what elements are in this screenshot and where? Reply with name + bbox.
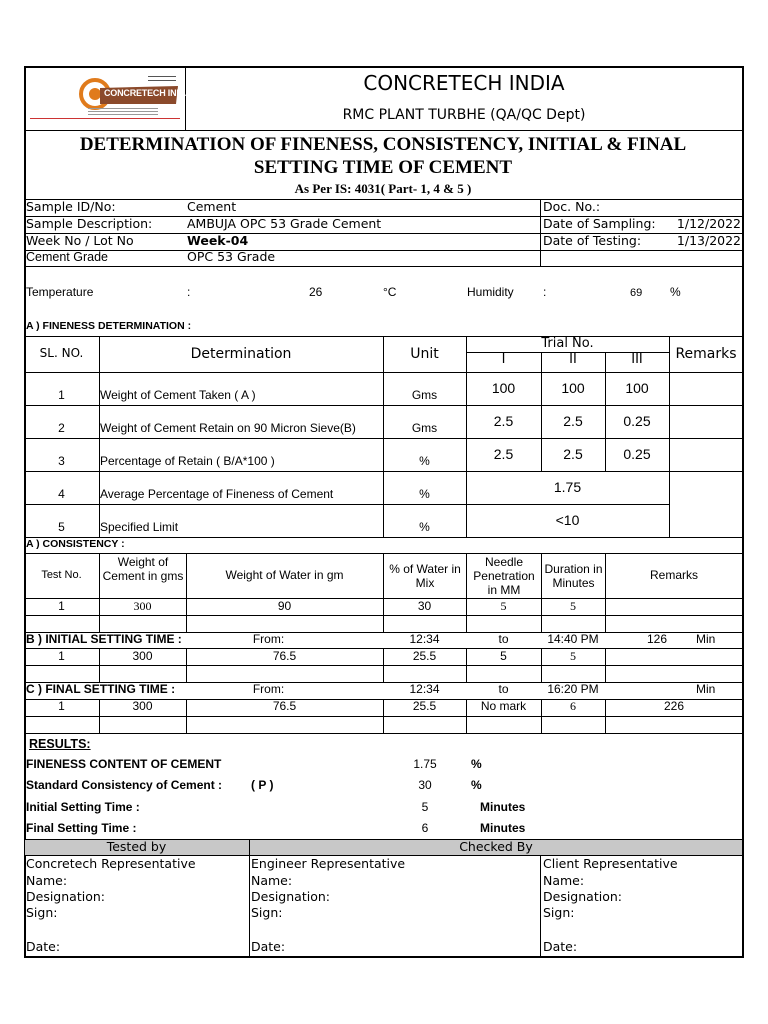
row-needle: 5 — [500, 649, 507, 663]
logo-text: CONCRETECH INDIA — [104, 88, 192, 98]
signoff-designation: Designation: — [251, 889, 330, 904]
week-value: Week-04 — [187, 233, 249, 248]
initial-setting-title: B ) INITIAL SETTING TIME : — [26, 632, 182, 646]
initial-min-label: Min — [696, 632, 716, 646]
signoff-date: Date: — [26, 939, 61, 954]
cement-grade-label: Cement Grade — [26, 250, 108, 264]
week-label: Week No / Lot No — [26, 233, 134, 248]
col-pct-water: % of Water in Mix — [389, 562, 461, 590]
row-test-no: 1 — [58, 699, 65, 713]
row-water: 90 — [277, 599, 292, 613]
col-remarks: Remarks — [675, 346, 737, 362]
signoff-name: Name: — [251, 873, 293, 888]
standard-reference: As Per IS: 4031( Part- 1, 4 & 5 ) — [294, 181, 472, 196]
row-water: 76.5 — [272, 699, 297, 713]
row-sl: 5 — [58, 520, 65, 534]
col-needle: Needle Penetration in MM — [473, 555, 535, 597]
row-determination: Weight of Cement Retain on 90 Micron Sieve(B) — [100, 421, 356, 435]
initial-from-value: 12:34 — [409, 632, 440, 646]
consistency-section-title: A ) CONSISTENCY : — [26, 538, 125, 550]
date-testing-value: 1/13/2022 — [676, 233, 741, 248]
row-test-no: 1 — [58, 599, 65, 613]
consistency-result-unit: % — [471, 778, 482, 792]
humidity-colon: : — [543, 285, 547, 299]
row-unit: % — [419, 487, 430, 501]
col-unit: Unit — [410, 346, 439, 362]
temperature-value: 26 — [309, 285, 323, 299]
sample-description-value: AMBUJA OPC 53 Grade Cement — [187, 216, 382, 231]
final-to-value: 16:20 PM — [547, 682, 599, 696]
row-cement: 300 — [133, 599, 152, 613]
row-unit: % — [419, 454, 430, 468]
row-needle: 5 — [500, 599, 507, 613]
row-water: 76.5 — [272, 649, 297, 663]
initial-to-value: 14:40 PM — [547, 632, 599, 646]
sample-id-label: Sample ID/No: — [26, 199, 116, 214]
row-pct-water: 25.5 — [412, 649, 437, 663]
consistency-result-label: Standard Consistency of Cement : — [26, 778, 223, 792]
page-title-line2: SETTING TIME OF CEMENT — [253, 157, 513, 178]
final-to-label: to — [498, 682, 509, 696]
signoff-sign: Sign: — [26, 905, 58, 920]
row-trial-2: 2.5 — [563, 413, 583, 429]
temperature-unit: °C — [383, 285, 397, 299]
row-trial-1: 2.5 — [493, 413, 514, 429]
results-title: RESULTS: — [29, 737, 91, 751]
doc-no-label: Doc. No.: — [543, 199, 601, 214]
signoff-designation: Designation: — [543, 889, 622, 904]
humidity-label: Humidity — [467, 285, 514, 299]
col-remarks: Remarks — [649, 568, 698, 582]
company-logo — [28, 72, 192, 126]
row-test-no: 1 — [58, 649, 65, 663]
row-trial-3: 100 — [625, 380, 649, 396]
signoff-name: Name: — [26, 873, 68, 888]
row-duration: 5 — [570, 599, 576, 613]
row-specified-limit: <10 — [555, 512, 580, 528]
signoff-name: Name: — [543, 873, 585, 888]
initial-minutes: 126 — [647, 632, 668, 646]
date-testing-label: Date of Testing: — [543, 233, 642, 248]
col-test-no: Test No. — [41, 569, 82, 581]
row-trial-3: 0.25 — [623, 446, 651, 462]
row-remarks: 226 — [663, 699, 685, 713]
row-needle: No mark — [480, 699, 527, 713]
row-sl: 1 — [58, 388, 65, 402]
final-result-unit: Minutes — [480, 821, 526, 835]
fineness-result-label: FINENESS CONTENT OF CEMENT — [26, 757, 222, 771]
row-duration: 5 — [570, 649, 576, 663]
initial-from-label: From: — [252, 632, 285, 646]
col-trial-2: II — [569, 352, 577, 367]
row-trial-2: 2.5 — [563, 446, 583, 462]
row-average-value: 1.75 — [553, 479, 582, 495]
row-determination: Average Percentage of Fineness of Cement — [100, 487, 334, 501]
final-result-value: 6 — [421, 821, 429, 835]
row-trial-1: 2.5 — [493, 446, 514, 462]
final-from-value: 12:34 — [409, 682, 440, 696]
fineness-section-title: A ) FINENESS DETERMINATION : — [26, 320, 192, 332]
signoff-sign: Sign: — [251, 905, 283, 920]
col-trial-1: I — [501, 352, 506, 367]
fineness-result-value: 1.75 — [413, 757, 437, 771]
signoff-designation: Designation: — [26, 889, 105, 904]
row-determination: Percentage of Retain ( B/A*100 ) — [100, 454, 275, 468]
page-title: DETERMINATION OF FINENESS, CONSISTENCY, INITIAL & FINAL — [79, 134, 687, 155]
row-sl: 3 — [58, 454, 65, 468]
department: RMC PLANT TURBHE (QA/QC Dept) — [342, 107, 586, 123]
checked-by-label: Checked By — [459, 839, 533, 854]
initial-result-value: 5 — [421, 800, 429, 814]
final-setting-title: C ) FINAL SETTING TIME : — [26, 682, 176, 696]
row-pct-water: 25.5 — [412, 699, 437, 713]
col-trial-no: Trial No. — [541, 336, 594, 351]
row-trial-2: 100 — [561, 380, 585, 396]
col-weight-cement: Weight of Cement in gms — [102, 555, 184, 583]
row-determination: Specified Limit — [100, 520, 179, 534]
initial-to-label: to — [498, 632, 509, 646]
humidity-unit: % — [670, 285, 681, 299]
date-sampling-value: 1/12/2022 — [676, 216, 741, 231]
row-pct-water: 30 — [417, 599, 432, 613]
cement-grade-value: OPC 53 Grade — [187, 249, 276, 264]
row-sl: 2 — [58, 421, 65, 435]
final-min-label: Min — [696, 682, 716, 696]
signoff-sign: Sign: — [543, 905, 575, 920]
row-unit: % — [419, 520, 430, 534]
col-determination: Determination — [190, 346, 292, 362]
sample-id-value: Cement — [187, 199, 237, 214]
temperature-colon: : — [187, 285, 191, 299]
col-trial-3: III — [631, 352, 643, 367]
col-weight-water: Weight of Water in gm — [225, 568, 344, 582]
signoff-title: Client Representative — [543, 856, 678, 871]
signoff-title: Engineer Representative — [251, 856, 406, 871]
row-sl: 4 — [58, 487, 65, 501]
fineness-result-unit: % — [471, 757, 482, 771]
signoff-date: Date: — [251, 939, 286, 954]
row-duration: 6 — [570, 699, 576, 713]
col-duration: Duration in Minutes — [544, 562, 603, 590]
final-from-label: From: — [252, 682, 285, 696]
row-cement: 300 — [132, 649, 153, 663]
row-trial-1: 100 — [491, 380, 516, 396]
date-sampling-label: Date of Sampling: — [543, 216, 656, 231]
row-unit: Gms — [411, 388, 438, 402]
signoff-date: Date: — [543, 939, 578, 954]
final-result-label: Final Setting Time : — [26, 821, 137, 835]
row-determination: Weight of Cement Taken ( A ) — [100, 388, 256, 402]
initial-result-label: Initial Setting Time : — [26, 800, 140, 814]
tested-by-label: Tested by — [106, 839, 167, 854]
col-sl-no: SL. NO. — [39, 346, 84, 360]
row-cement: 300 — [132, 699, 153, 713]
humidity-value: 69 — [630, 287, 643, 299]
consistency-p: ( P ) — [251, 778, 274, 792]
sample-description-label: Sample Description: — [26, 216, 153, 231]
row-unit: Gms — [411, 421, 438, 435]
consistency-result-value: 30 — [418, 778, 432, 792]
initial-result-unit: Minutes — [480, 800, 526, 814]
signoff-title: Concretech Representative — [26, 856, 196, 871]
temperature-label: Temperature — [26, 285, 94, 299]
company-name: CONCRETECH INDIA — [363, 71, 565, 95]
row-trial-3: 0.25 — [623, 413, 651, 429]
